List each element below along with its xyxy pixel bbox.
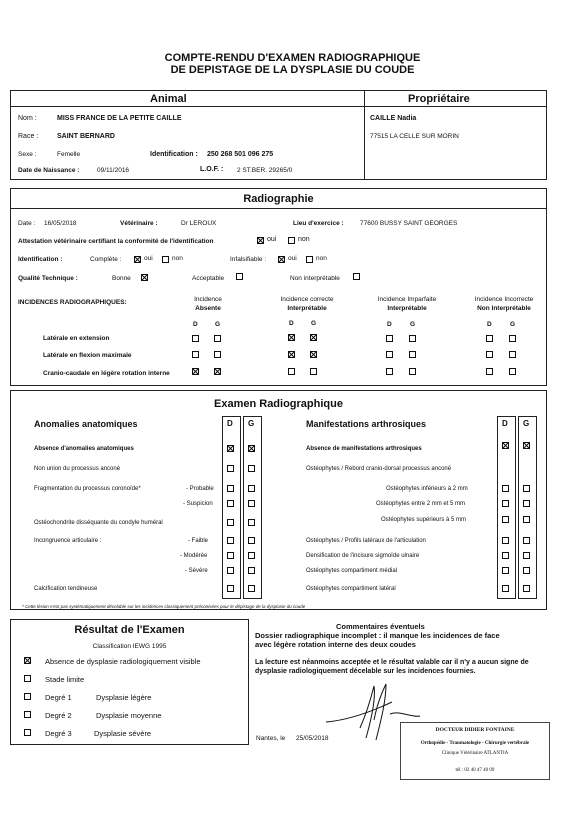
anom-frag-prob-D[interactable]	[227, 485, 234, 492]
r3-c2-D[interactable]	[288, 368, 295, 375]
identification-check-label: Identification :	[18, 256, 63, 263]
result-degre2-desc: Dysplasie moyenne	[96, 711, 162, 720]
qualite-bonne-label: Bonne	[112, 275, 131, 282]
r1-c4-D[interactable]	[486, 335, 493, 342]
comments-line-1: Dossier radiographique incomplet : il manque les incidences de face	[255, 631, 500, 640]
anom-frag-susp-G[interactable]	[248, 500, 255, 507]
result-degre1-checkbox[interactable]	[24, 693, 31, 700]
right-G: G	[523, 419, 530, 428]
col4-G: G	[510, 321, 516, 328]
r2-c3-G[interactable]	[409, 351, 416, 358]
anom-absence-D[interactable]	[227, 445, 234, 452]
fragmentation-probable: - Probable	[186, 486, 214, 492]
manif-medial-D[interactable]	[502, 567, 509, 574]
signature-place: Nantes, le	[256, 735, 286, 742]
anom-frag-prob-G[interactable]	[248, 485, 255, 492]
anom-calc-D[interactable]	[227, 585, 234, 592]
attestation-non-checkbox[interactable]	[288, 237, 295, 244]
col2-D: D	[289, 320, 294, 327]
lof-label: L.O.F. :	[200, 166, 224, 173]
qualite-noninterp-checkbox[interactable]	[353, 273, 360, 280]
incidence-row-1: Latérale en extension	[43, 335, 110, 342]
col4-line1: Incidence Incorrecte	[474, 296, 534, 303]
r3-c2-G[interactable]	[310, 368, 317, 375]
classification: Classification IEWG 1995	[92, 643, 167, 650]
dob-label: Date de Naissance :	[18, 167, 80, 174]
manif-2to5-G[interactable]	[523, 500, 530, 507]
complete-non-label: non	[172, 255, 183, 262]
dob-value: 09/11/2016	[97, 167, 130, 174]
manif-lateral: Ostéophytes compartiment latéral	[306, 586, 396, 592]
incongruence-moderee: - Modérée	[180, 553, 208, 559]
result-absence-label: Absence de dysplasie radiologiquement visible	[45, 657, 201, 666]
r1-c3-G[interactable]	[409, 335, 416, 342]
stamp-line-2: Orthopédie - Traumatologie - Chirurgie vertébrale	[420, 741, 530, 746]
manif-absence-D[interactable]	[502, 442, 509, 449]
r3-c1-D[interactable]	[192, 368, 199, 375]
r2-c3-D[interactable]	[386, 351, 393, 358]
manif-absence-G[interactable]	[523, 442, 530, 449]
anom-inc-faible-D[interactable]	[227, 537, 234, 544]
radio-date: 16/05/2018	[44, 220, 77, 227]
manif-2-5mm: Ostéophytes entre 2 mm et 5 mm	[376, 501, 466, 507]
r3-c4-D[interactable]	[486, 368, 493, 375]
col3-line2: Interprétable	[387, 305, 427, 312]
comments-line-4: dysplasie radiologiquement décelable sur les incidences fournies.	[255, 668, 476, 675]
animal-race: SAINT BERNARD	[57, 133, 115, 140]
radiographie-header: Radiographie	[243, 193, 314, 205]
col3-line1: Incidence Imparfaite	[377, 296, 437, 303]
col2-G: G	[311, 320, 317, 327]
anom-inc-moderee-D[interactable]	[227, 552, 234, 559]
right-D: D	[502, 419, 508, 428]
qualite-acceptable-checkbox[interactable]	[236, 273, 243, 280]
anom-frag-susp-D[interactable]	[227, 500, 234, 507]
r1-c1-G[interactable]	[214, 335, 221, 342]
manif-medial-G[interactable]	[523, 567, 530, 574]
incidence-row-3: Cranio-caudale en légère rotation interne	[43, 370, 170, 377]
result-stade-limite-checkbox[interactable]	[24, 675, 31, 682]
result-degre3-checkbox[interactable]	[24, 729, 31, 736]
anom-inc-severe-G[interactable]	[248, 567, 255, 574]
manif-2to5-D[interactable]	[502, 500, 509, 507]
col2-line2: Interprétable	[287, 305, 327, 312]
anom-non-union: Non union du processus anconé	[34, 466, 121, 472]
vet-name: Dr LEROUX	[181, 220, 217, 227]
complete-non-checkbox[interactable]	[162, 256, 169, 263]
owner-header: Propriétaire	[408, 93, 470, 105]
attestation-oui-checkbox[interactable]	[257, 237, 264, 244]
r3-c3-D[interactable]	[386, 368, 393, 375]
r1-c2-G[interactable]	[310, 334, 317, 341]
manif-inf2-D[interactable]	[502, 485, 509, 492]
lieu-value: 77600 BUSSY SAINT GEORGES	[360, 220, 458, 227]
lieu-label: Lieu d'exercice :	[293, 220, 344, 227]
qualite-bonne-checkbox[interactable]	[141, 274, 148, 281]
result-degre3-desc: Dysplasie sévère	[94, 729, 152, 738]
r1-c2-D[interactable]	[288, 334, 295, 341]
vet-label: Vétérinaire :	[120, 220, 158, 227]
col1-G: G	[215, 321, 221, 328]
result-absence-checkbox[interactable]	[24, 657, 31, 664]
result-degre1-label: Degré 1	[45, 693, 72, 702]
anom-absence: Absence d'anomalies anatomiques	[34, 446, 134, 452]
anom-nonunion-D[interactable]	[227, 465, 234, 472]
anom-inc-faible-G[interactable]	[248, 537, 255, 544]
manif-inf-2mm: Ostéophytes inférieurs à 2 mm	[386, 486, 468, 492]
anom-osteo-D[interactable]	[227, 519, 234, 526]
incongruence-faible: - Faible	[188, 538, 209, 544]
col3-G: G	[410, 321, 416, 328]
complete-label: Complète :	[90, 256, 122, 263]
attestation-oui-label: oui	[267, 236, 277, 243]
r3-c3-G[interactable]	[409, 368, 416, 375]
complete-oui-checkbox[interactable]	[134, 256, 141, 263]
manif-densification: Densification de l'incisure sigmoïde ulnaire	[306, 553, 420, 559]
col2-line1: Incidence correcte	[280, 296, 334, 303]
anom-osteochondrite: Ostéochondrite disséquante du condyle huméral	[34, 520, 163, 526]
animal-sex: Femelle	[57, 151, 81, 158]
r3-c4-G[interactable]	[509, 368, 516, 375]
title-line-2: DE DEPISTAGE DE LA DYSPLASIE DU COUDE	[170, 64, 415, 76]
r2-c1-D[interactable]	[192, 351, 199, 358]
stamp-line-3: Clinique Vétérinaire ATLANTIA	[441, 751, 509, 756]
signature-date: 25/05/2018	[296, 735, 329, 742]
result-degre1-desc: Dysplasie légère	[96, 693, 152, 702]
manif-dens-D[interactable]	[502, 552, 509, 559]
r2-c4-D[interactable]	[486, 351, 493, 358]
incidence-row-2: Latérale en flexion maximale	[43, 352, 132, 359]
qualite-label: Qualité Technique :	[18, 275, 78, 282]
qualite-noninterp-label: Non interprétable	[290, 275, 340, 282]
incidences-label: INCIDENCES RADIOGRAPHIQUES:	[18, 299, 127, 306]
left-D: D	[227, 419, 233, 428]
manif-profils: Ostéophytes / Profils latéraux de l'articulation	[306, 538, 426, 544]
infalsifiable-oui-label: oui	[288, 255, 297, 262]
infalsifiable-oui-checkbox[interactable]	[278, 256, 285, 263]
col1-line1: Incidence	[194, 296, 222, 303]
result-stade-limite-label: Stade limite	[45, 675, 85, 684]
identification-value: 250 268 501 096 275	[207, 151, 274, 158]
date-label: Date :	[18, 220, 36, 227]
col1-line2: Absente	[195, 305, 221, 312]
animal-header: Animal	[150, 93, 187, 105]
manif-profils-D[interactable]	[502, 537, 509, 544]
qualite-acceptable-label: Acceptable	[192, 275, 225, 282]
stamp-line-1: DOCTEUR DIDIER FONTAINE	[435, 727, 515, 733]
anom-calc-G[interactable]	[248, 585, 255, 592]
col4-D: D	[487, 321, 492, 328]
footnote: * Cette lésion n'est pas systématiquement décelable sur les incidences classiquement préconisées pour le dépistage de la dysplasie du coude	[22, 604, 306, 609]
col3-D: D	[387, 321, 392, 328]
anomalies-header: Anomalies anatomiques	[34, 419, 138, 429]
anom-nonunion-G[interactable]	[248, 465, 255, 472]
anom-inc-moderee-G[interactable]	[248, 552, 255, 559]
manif-sup5-G[interactable]	[523, 516, 530, 523]
clinic-stamp	[400, 722, 550, 780]
anom-incongruence: Incongruence articulaire :	[34, 538, 102, 544]
comments-title: Commentaires éventuels	[336, 622, 425, 631]
result-degre2-label: Degré 2	[45, 711, 72, 720]
r1-c3-D[interactable]	[386, 335, 393, 342]
infalsifiable-non-label: non	[316, 255, 327, 262]
anom-absence-G[interactable]	[248, 445, 255, 452]
manif-profils-G[interactable]	[523, 537, 530, 544]
result-degre2-checkbox[interactable]	[24, 711, 31, 718]
r2-c4-G[interactable]	[509, 351, 516, 358]
lof-value: 2 ST.BER. 29265/0	[237, 167, 293, 174]
nom-label: Nom :	[18, 115, 37, 122]
anom-calcification: Calcification tendineuse	[34, 586, 98, 592]
owner-name: CAILLE Nadia	[370, 115, 417, 122]
manif-dens-G[interactable]	[523, 552, 530, 559]
comments-line-3: La lecture est néanmoins acceptée et le résultat valable car il n'y a aucun signe de	[255, 659, 529, 666]
stamp-line-4: tél : 02 40 47 40 09	[455, 768, 495, 773]
r2-c1-G[interactable]	[214, 351, 221, 358]
r3-c1-G[interactable]	[214, 368, 221, 375]
r1-c1-D[interactable]	[192, 335, 199, 342]
anom-osteo-G[interactable]	[248, 519, 255, 526]
comments-line-2: avec légère rotation interne des deux coudes	[255, 640, 416, 649]
r2-c2-D[interactable]	[288, 351, 295, 358]
r1-c4-G[interactable]	[509, 335, 516, 342]
attestation-non-label: non	[298, 236, 310, 243]
manif-sup-5mm: Ostéophytes supérieurs à 5 mm	[381, 517, 467, 523]
result-degre3-label: Degré 3	[45, 729, 72, 738]
identification-label: Identification :	[150, 151, 198, 158]
col1-D: D	[193, 321, 198, 328]
left-G: G	[248, 419, 255, 428]
fragmentation-suspicion: - Suspicion	[183, 501, 213, 507]
col4-line2: Non Interprétable	[477, 305, 531, 312]
manif-rebord: Ostéophytes / Rebord cranio-dorsal processus anconé	[306, 466, 452, 472]
manif-medial: Ostéophytes compartiment médial	[306, 568, 398, 574]
attestation-label: Attestation vétérinaire certifiant la conformité de l'identification	[18, 238, 214, 245]
title-line-1: COMPTE-RENDU D'EXAMEN RADIOGRAPHIQUE	[164, 52, 421, 64]
race-label: Race :	[18, 133, 39, 140]
resultat-header: Résultat de l'Examen	[74, 624, 185, 636]
anom-inc-severe-D[interactable]	[227, 567, 234, 574]
anom-fragmentation: Fragmentation du processus coronoïde*	[34, 486, 141, 492]
manif-absence: Absence de manifestations arthrosiques	[306, 446, 422, 452]
sexe-label: Sexe :	[18, 151, 37, 158]
incongruence-severe: - Sévère	[185, 568, 208, 574]
manifestations-header: Manifestations arthrosiques	[306, 419, 427, 429]
manif-lateral-G[interactable]	[523, 585, 530, 592]
infalsifiable-label: Infalsifiable :	[230, 256, 267, 263]
manif-lateral-D[interactable]	[502, 585, 509, 592]
manif-inf2-G[interactable]	[523, 485, 530, 492]
animal-name: MISS FRANCE DE LA PETITE CAILLE	[57, 115, 182, 122]
owner-address: 77515 LA CELLE SUR MORIN	[370, 133, 459, 140]
manif-sup5-D[interactable]	[502, 516, 509, 523]
infalsifiable-non-checkbox[interactable]	[306, 256, 313, 263]
r2-c2-G[interactable]	[310, 351, 317, 358]
examen-header: Examen Radiographique	[214, 398, 343, 410]
complete-oui-label: oui	[144, 255, 153, 262]
